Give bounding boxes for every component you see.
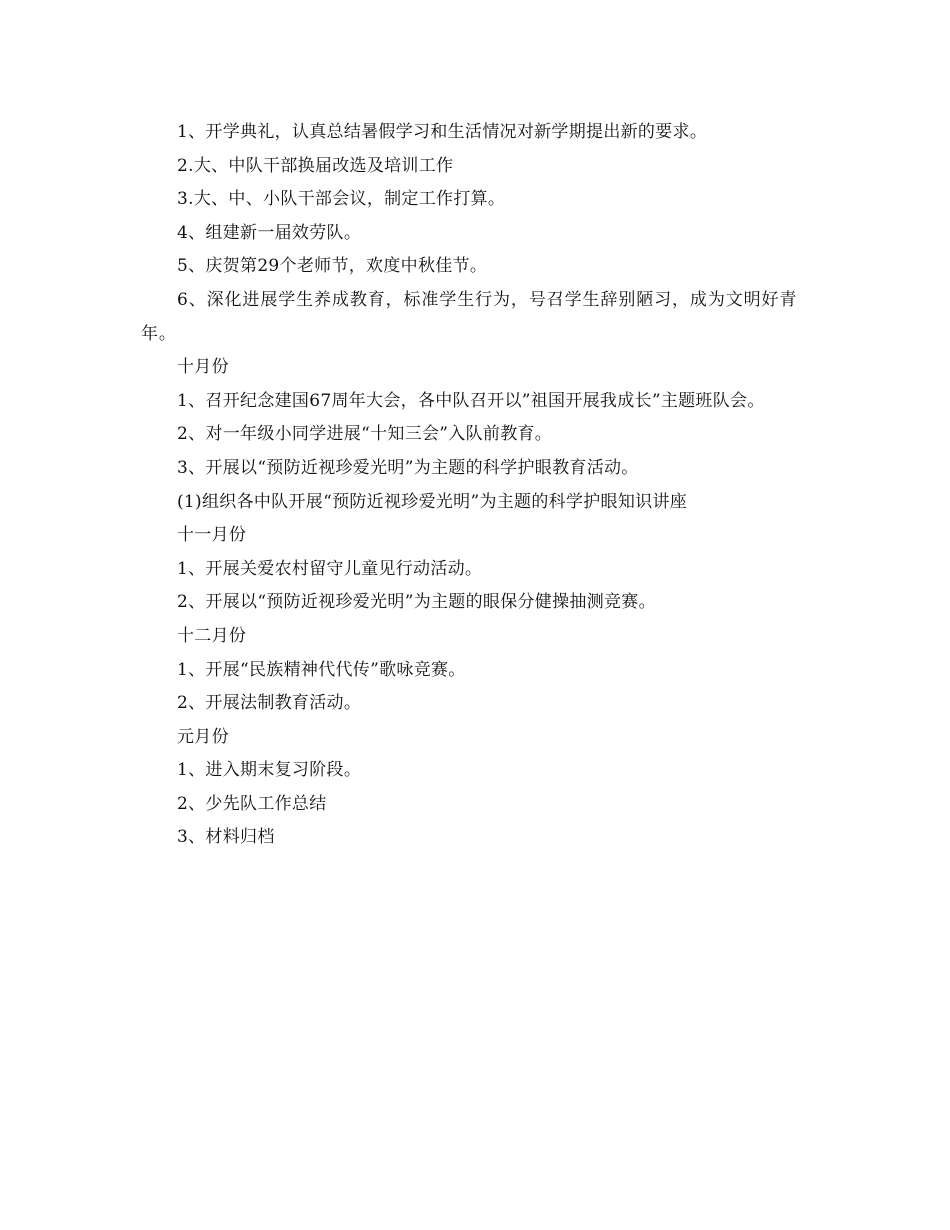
paragraph-first-grade-education: 2、对一年级小同学进展“十知三会”入队前教育。 [177, 424, 553, 445]
paragraph-final-review: 1、进入期末复习阶段。 [177, 760, 362, 781]
paragraph-service-team: 4、组建新一届效劳队。 [177, 222, 362, 243]
section-heading-november: 十一月份 [177, 525, 247, 546]
paragraph-archiving: 3、材料归档 [177, 827, 275, 848]
section-heading-october: 十月份 [177, 357, 229, 378]
paragraph-eye-care-lecture: (1)组织各中队开展“预防近视珍爱光明”为主题的科学护眼知识讲座 [177, 491, 688, 512]
paragraph-left-behind-children: 1、开展关爱农村留守儿童见行动活动。 [177, 558, 483, 579]
paragraph-eye-care-activity: 3、开展以“预防近视珍爱光明”为主题的科学护眼教育活动。 [177, 457, 639, 478]
paragraph-singing-contest: 1、开展“民族精神代代传”歌咏竞赛。 [177, 659, 466, 680]
document-body [141, 116, 831, 855]
paragraph-teachers-day: 5、庆贺第29个老师节，欢度中秋佳节。 [177, 256, 488, 277]
paragraph-legal-education: 2、开展法制教育活动。 [177, 693, 362, 714]
paragraph-national-day-meeting: 1、召开纪念建国67周年大会，各中队召开以”祖国开展我成长”主题班队会。 [177, 390, 765, 411]
section-heading-january: 元月份 [177, 726, 229, 747]
paragraph-habit-education: 6、深化进展学生养成教育，标准学生行为，号召学生辞别陋习，成为文明好青年。 [141, 289, 798, 344]
paragraph-cadre-election: 2.大、中队干部换届改选及培训工作 [177, 155, 454, 176]
paragraph-work-summary: 2、少先队工作总结 [177, 793, 327, 814]
paragraph-cadre-meeting: 3.大、中、小队干部会议，制定工作打算。 [177, 189, 506, 210]
section-heading-december: 十二月份 [177, 625, 247, 646]
paragraph-eye-exercise-contest: 2、开展以“预防近视珍爱光明”为主题的眼保分健操抽测竞赛。 [177, 592, 656, 613]
paragraph-opening-ceremony: 1、开学典礼，认真总结暑假学习和生活情况对新学期提出新的要求。 [177, 122, 708, 142]
